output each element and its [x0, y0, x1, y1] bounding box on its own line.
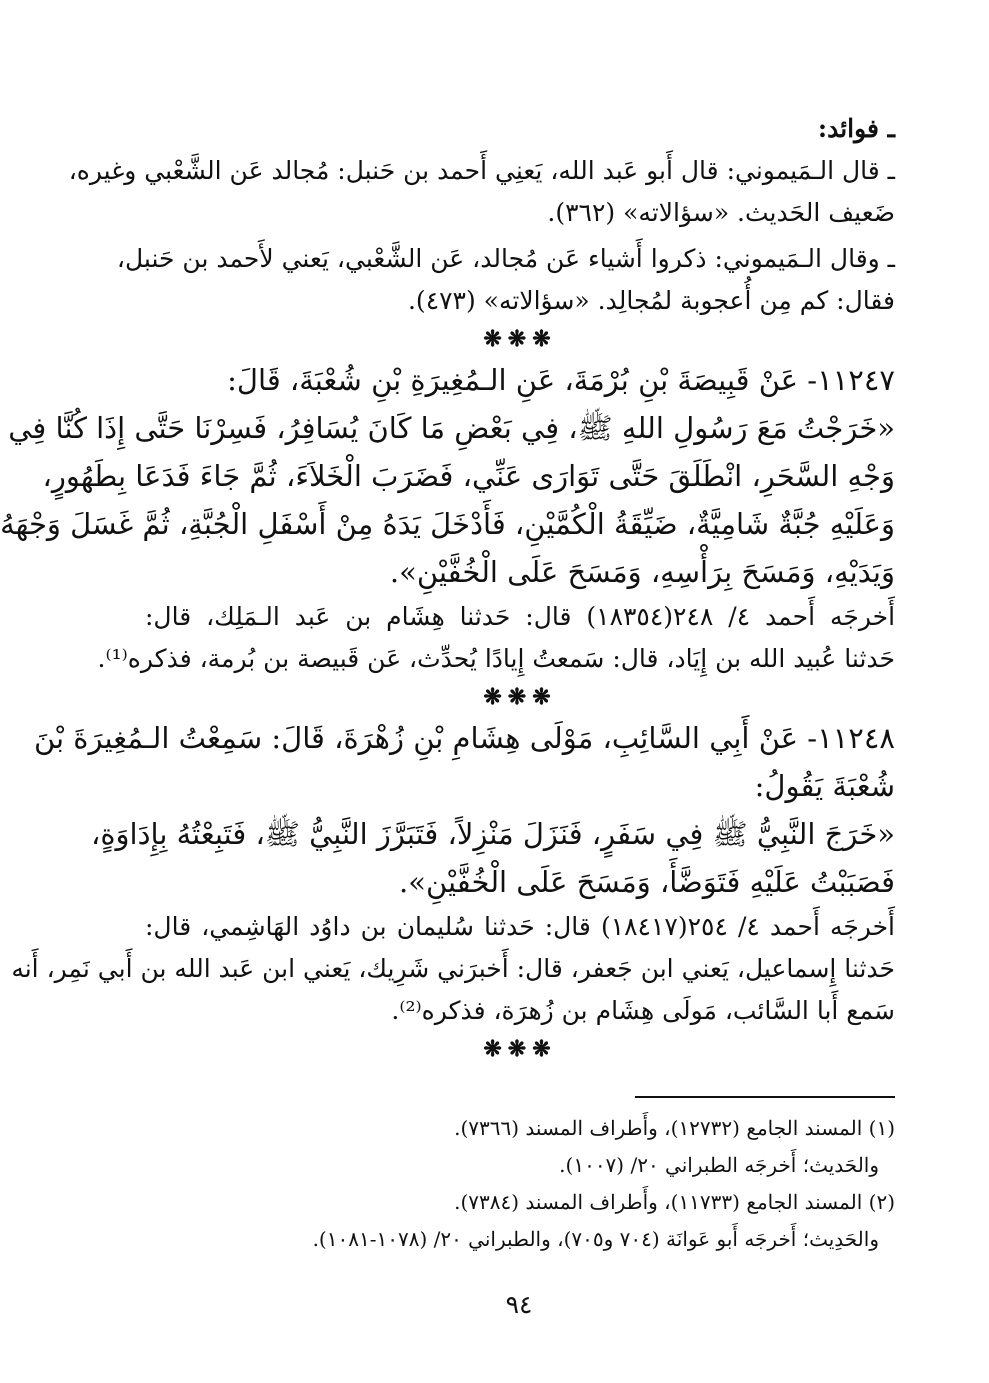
footnote-divider [635, 1096, 895, 1098]
hadith-11248-header-1: ١١٢٤٨- عَنْ أَبِي السَّائِبِ، مَوْلَى هِشَامِ بْنِ زُهْرَةَ، قَالَ: سَمِعْتُ الـمُغِيرَةَ بْنَ [33, 721, 895, 755]
section-separator: ❋❋❋ [483, 326, 557, 352]
hadith-11247-text-3: وَعَلَيْهِ جُبَّةٌ شَامِيَّةٌ، ضَيِّقَةُ الْكُمَّيْنِ، فَأَدْخَلَ يَدَهُ مِنْ أَسْفَلِ الْجُبَّةِ، ثُمَّ غَسَلَ وَجْهَهُ [0, 507, 895, 541]
section-separator: ❋❋❋ [483, 684, 557, 710]
benefits-heading: ـ فوائد: [817, 114, 895, 143]
hadith-11247-text-4: وَيَدَيْهِ، وَمَسَحَ بِرَأْسِهِ، وَمَسَحَ عَلَى الْخُفَّيْنِ». [389, 555, 895, 589]
footnote-2-continuation: والحَدِيث؛ أَخرجَه أَبو عَوانَة (٧٠٤ و٧٠٥)، والطبراني ٢٠/ (١٠٧٨-١٠٨١). [312, 1227, 879, 1251]
page-number: ٩٤ [505, 1290, 533, 1319]
benefit-1-line-1: ـ قال الـمَيموني: قال أَبو عَبد الله، يَعنِي أَحمد بن حَنبل: مُجالد عَن الشَّعْبي وغيره، [68, 156, 895, 185]
footnote-1: (١) المسند الجامع (١٢٧٣٢)، وأَطراف المسند (٧٣٦٦). [454, 1116, 895, 1140]
hadith-11248-header-2: شُعْبَةَ يَقُولُ: [754, 769, 895, 803]
hadith-11247-text-2: وَجْهِ السَّحَرِ، انْطَلَقَ حَتَّى تَوَارَى عَنِّي، فَضَرَبَ الْخَلاَءَ، ثُمَّ جَاءَ فَدَعَا بِطَهُورٍ، [42, 459, 895, 493]
footnotes [145, 1110, 895, 1258]
hadith-11247-takhrij-2: حَدثنا عُبيد الله بن إِيَاد، قال: سَمعتُ إِيادًا يُحدِّث، عَن قَبيصة بن بُرمة، فذكره⁽¹⁾. [97, 644, 895, 673]
benefits-section [68, 108, 895, 322]
hadith-11248-takhrij-1: أَخرجَه أَحمد ٤/ ٢٥٤(١٨٤١٧) قال: حَدثنا سُليمان بن داوُد الهَاشِمي، قال: [145, 912, 896, 941]
hadith-11248-text-1: «خَرَجَ النَّبِيُّ ﷺ فِي سَفَرٍ، فَنَزَلَ مَنْزِلاً، فَتَبَرَّزَ النَّبِيُّ ﷺ، فَتَبِعْتُهُ بِإِدَاوَةٍ، [90, 817, 895, 851]
section-separator: ❋❋❋ [483, 1036, 557, 1062]
hadith-11247-takhrij-1: أَخرجَه أَحمد ٤/ ٢٤٨(١٨٣٥٤) قال: حَدثنا هِشَام بن عَبد الـمَلِك، قال: [145, 602, 896, 631]
hadith-11247 [0, 356, 896, 680]
hadith-11248-text-2: فَصَبَبْتُ عَلَيْهِ فَتَوَضَّأَ، وَمَسَحَ عَلَى الْخُفَّيْنِ». [399, 865, 895, 899]
hadith-11248-takhrij-2: حَدثنا إِسماعيل، يَعني ابن جَعفر، قال: أَخبرَني شَرِيك، يَعني ابن عَبد الله بن أَبي نَمِر، أَنه [11, 954, 895, 983]
hadith-11248 [11, 714, 896, 1032]
footnote-2: (٢) المسند الجامع (١١٧٣٣)، وأَطراف المسند (٧٣٨٤). [454, 1190, 895, 1214]
benefit-2-line-2: فقال: كم مِن أُعجوبة لمُجالِد. «سؤالاته» (٤٧٣). [407, 286, 895, 315]
hadith-11247-text-1: «خَرَجْتُ مَعَ رَسُولِ اللهِ ﷺ، فِي بَعْضِ مَا كَانَ يُسَافِرُ، فَسِرْنَا حَتَّى إِذَا كُنَّا فِي [8, 411, 895, 445]
hadith-11248-takhrij-3: سَمع أَبا السَّائب، مَولَى هِشَام بن زُهرَة، فذكره⁽²⁾. [391, 996, 895, 1025]
benefit-1-line-2: ضَعيف الحَديث. «سؤالاته» (٣٦٢). [547, 198, 895, 227]
hadith-11247-header: ١١٢٤٧- عَنْ قَبِيصَةَ بْنِ بُرْمَةَ، عَنِ الـمُغِيرَةِ بْنِ شُعْبَةَ، قَالَ: [227, 363, 895, 397]
benefit-2-line-1: ـ وقال الـمَيموني: ذكروا أَشياء عَن مُجالد، عَن الشَّعْبي، يَعني لأَحمد بن حَنبل، [116, 244, 895, 273]
footnote-1-continuation: والحَديث؛ أَخرجَه الطبراني ٢٠/ (١٠٠٧). [559, 1153, 879, 1177]
